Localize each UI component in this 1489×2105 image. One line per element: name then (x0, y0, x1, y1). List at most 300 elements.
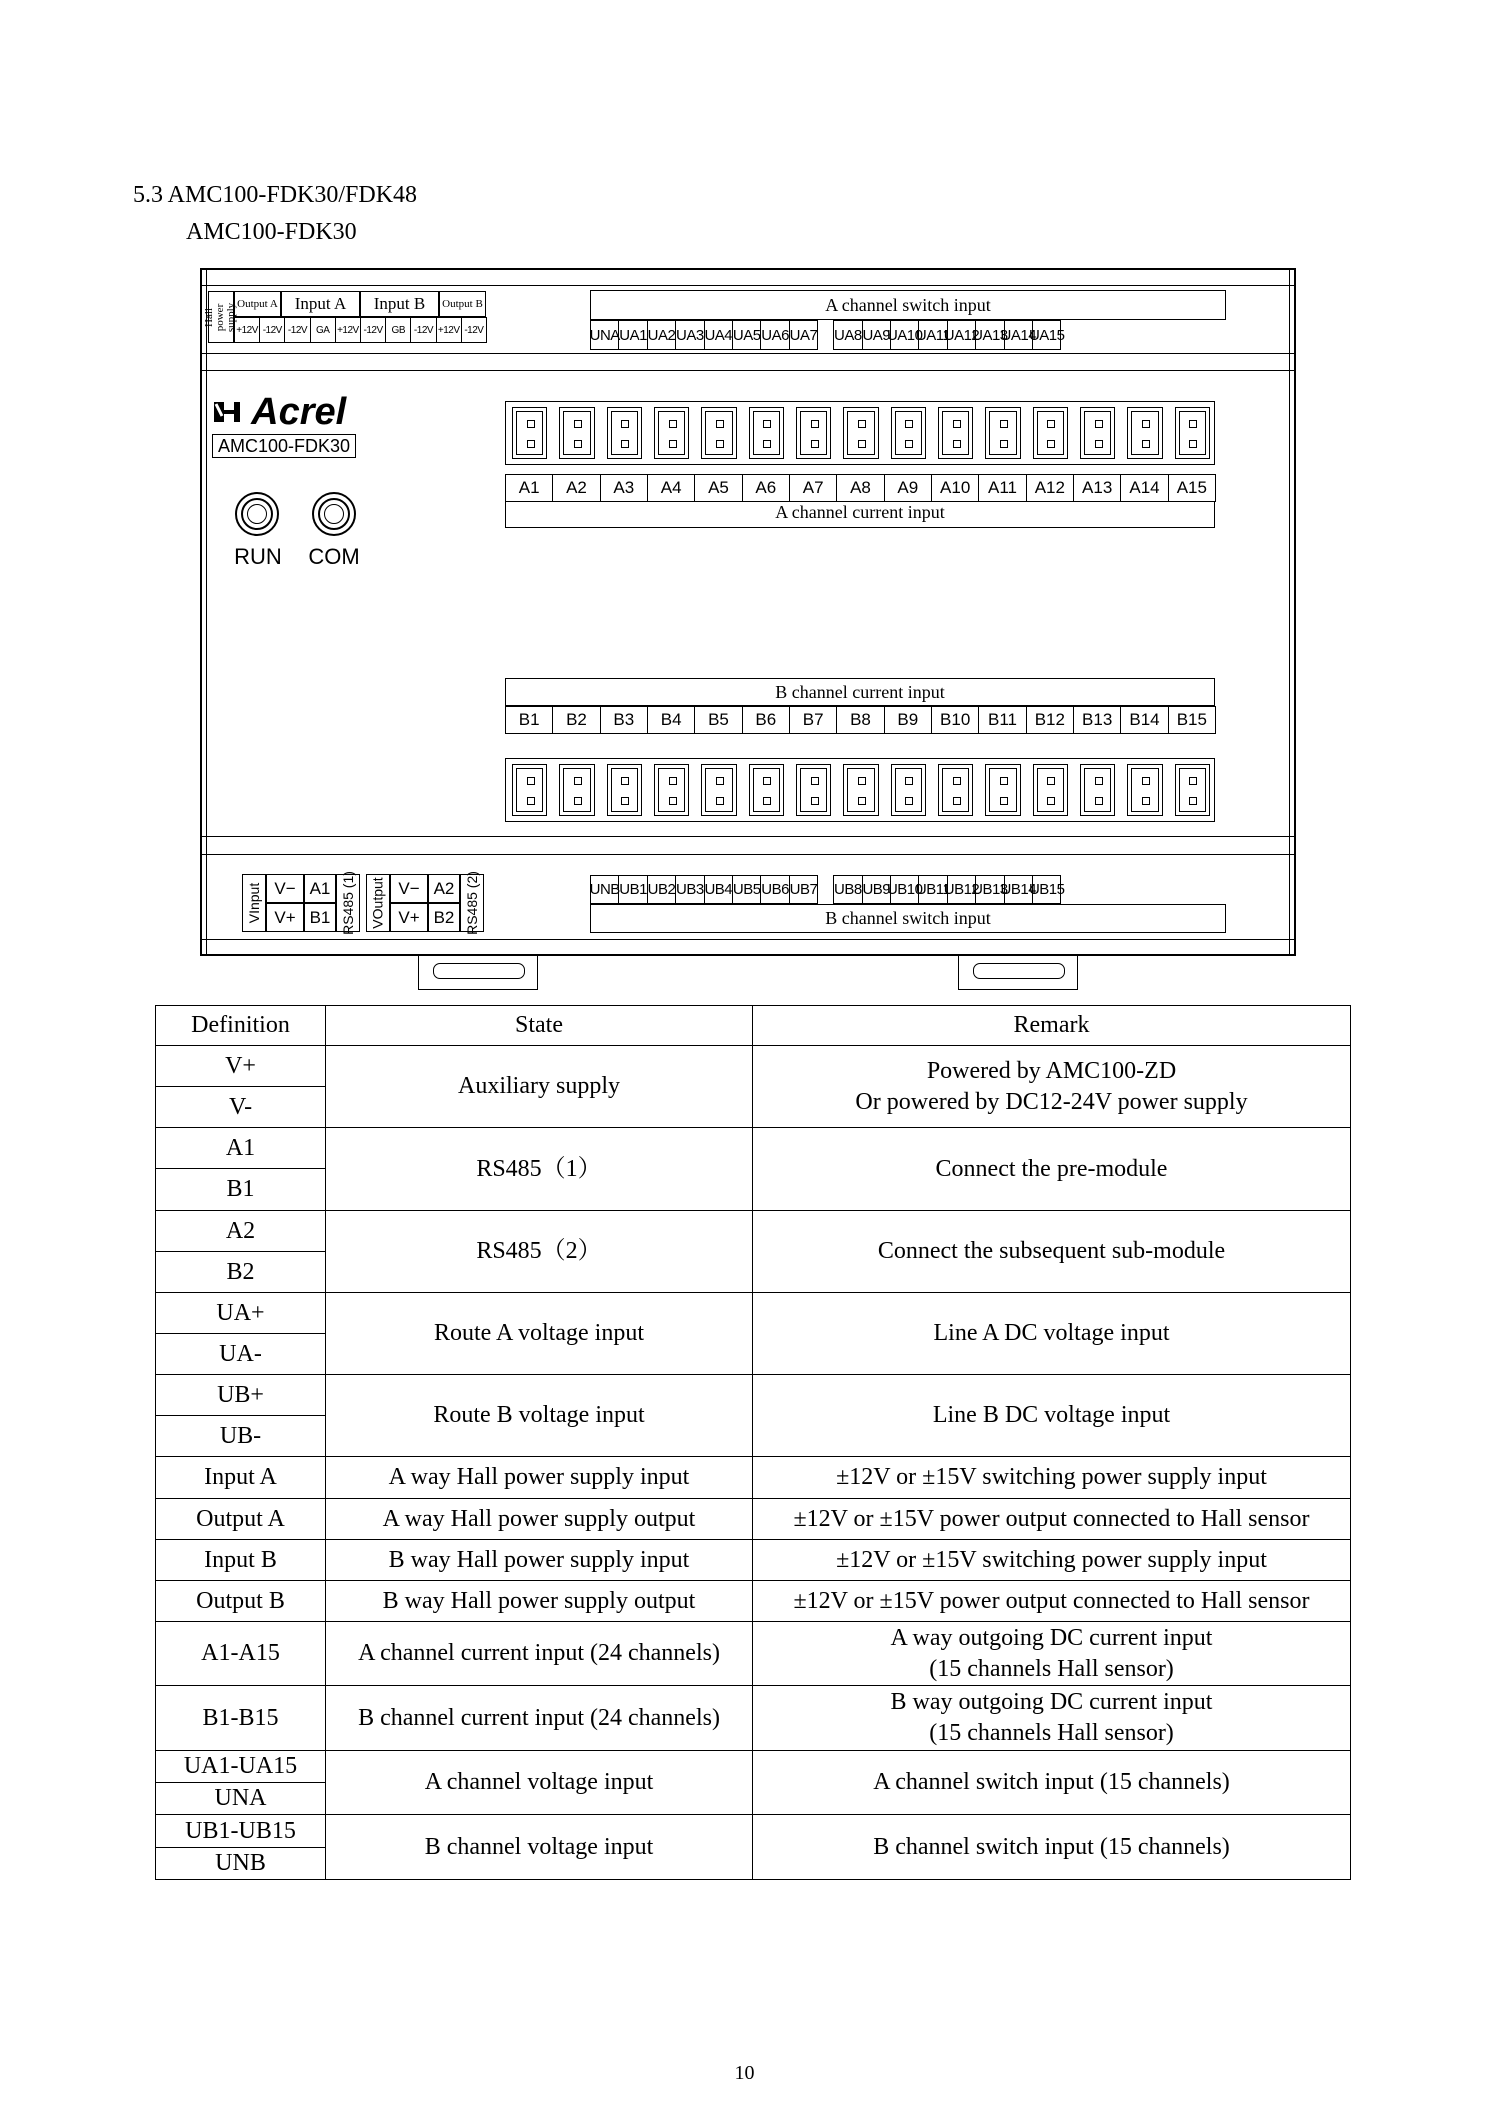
connector-inner (516, 411, 543, 455)
hall-pin-label: -12V (461, 317, 487, 343)
hall-pin-label: -12V (284, 317, 310, 343)
switch-pin-label: UB13 (975, 875, 1004, 904)
table-cell-remark: Powered by AMC100-ZD Or powered by DC12-24V power supply (752, 1045, 1351, 1128)
mounting-foot (958, 956, 1078, 990)
connector-pin-icon (1189, 440, 1197, 448)
b2-pin: B2 (428, 903, 460, 932)
connector-pin-icon (574, 797, 582, 805)
table-cell-definition: UNA (155, 1782, 326, 1815)
hall-pin-label: +12V (234, 317, 260, 343)
terminal-connector-icon (985, 764, 1020, 816)
current-input-label: B9 (884, 706, 932, 734)
current-input-label: B7 (789, 706, 837, 734)
connector-inner (847, 768, 874, 812)
connector-pin-icon (1142, 777, 1150, 785)
connector-pin-icon (1095, 440, 1103, 448)
table-cell-state: B channel current input (24 channels) (325, 1685, 753, 1751)
current-input-label: A9 (884, 474, 932, 502)
switch-pin-label: UA11 (918, 320, 947, 350)
connector-pin-icon (621, 420, 629, 428)
connector-inner (1131, 411, 1158, 455)
switch-pin-label: UA12 (947, 320, 976, 350)
terminal-connector-icon (1080, 764, 1115, 816)
a-current-title: A channel current input (505, 502, 1215, 528)
connector-pin-icon (574, 440, 582, 448)
table-cell-definition: UA- (155, 1333, 326, 1375)
terminal-connector-icon (891, 407, 926, 459)
hall-pin-label: -12V (410, 317, 436, 343)
b-current-connectors (505, 758, 1215, 822)
connector-pin-icon (621, 797, 629, 805)
connector-inner (989, 411, 1016, 455)
table-cell-remark: ±12V or ±15V switching power supply input (752, 1539, 1351, 1581)
current-input-label: B1 (505, 706, 553, 734)
switch-pin-label: UB2 (647, 875, 676, 904)
connector-inner (753, 768, 780, 812)
connector-pin-icon (527, 440, 535, 448)
hall-pin-label: GB (385, 317, 411, 343)
table-cell-remark: A channel switch input (15 channels) (752, 1750, 1351, 1815)
switch-pin-label: UA9 (862, 320, 891, 350)
brand-name: Acrel (251, 391, 347, 433)
current-input-label: A12 (1026, 474, 1074, 502)
input-b-label: Input B (360, 291, 439, 317)
table-cell-state: Route A voltage input (325, 1292, 753, 1375)
terminal-connector-icon (796, 407, 831, 459)
switch-pin-label: UB12 (947, 875, 976, 904)
table-cell-state: A channel voltage input (325, 1750, 753, 1815)
terminal-connector-icon (512, 407, 547, 459)
power-rs485-terminal (242, 871, 512, 935)
connector-inner (516, 768, 543, 812)
switch-pin-label: UA5 (732, 320, 761, 350)
page-number: 10 (734, 2062, 755, 2084)
connector-pin-icon (858, 797, 866, 805)
table-cell-definition: Output A (155, 1498, 326, 1540)
switch-pin-label: UA6 (760, 320, 789, 350)
terminal-connector-icon (1175, 407, 1210, 459)
terminal-connector-icon (559, 764, 594, 816)
connector-inner (1037, 411, 1064, 455)
v-plus-pin-1: V+ (266, 903, 304, 932)
current-input-label: A2 (552, 474, 600, 502)
connector-inner (705, 411, 732, 455)
switch-pin-label: UB1 (618, 875, 647, 904)
switch-pin-label: UB8 (833, 875, 862, 904)
table-cell-remark: ±12V or ±15V power output connected to Hall sensor (752, 1498, 1351, 1540)
hall-pin-row (234, 317, 486, 343)
current-input-label: A7 (789, 474, 837, 502)
connector-pin-icon (1142, 420, 1150, 428)
connector-inner (1179, 411, 1206, 455)
run-led-icon (235, 492, 279, 536)
table-cell-definition: UNB (155, 1847, 326, 1880)
table-cell-remark: B way outgoing DC current input (15 channels Hall sensor) (752, 1685, 1351, 1751)
connector-pin-icon (527, 777, 535, 785)
terminal-connector-icon (654, 407, 689, 459)
connector-pin-icon (527, 797, 535, 805)
connector-pin-icon (716, 797, 724, 805)
table-cell-definition: V- (155, 1086, 326, 1128)
table-header-state: State (325, 1005, 753, 1046)
hall-power-label: Hall power supply (203, 302, 238, 332)
terminal-connector-icon (701, 407, 736, 459)
current-input-label: A10 (931, 474, 979, 502)
table-cell-definition: UB+ (155, 1374, 326, 1416)
current-input-label: B3 (600, 706, 648, 734)
bottom-rail-line (200, 836, 1296, 837)
connector-inner (1131, 768, 1158, 812)
current-input-label: A3 (600, 474, 648, 502)
a-switch-input-block (590, 290, 1226, 350)
table-cell-definition: B2 (155, 1251, 326, 1293)
switch-pin-label: UB7 (789, 875, 818, 904)
connector-pin-icon (1000, 420, 1008, 428)
table-cell-definition: B1-B15 (155, 1685, 326, 1751)
connector-pin-icon (811, 797, 819, 805)
connector-inner (895, 411, 922, 455)
connector-inner (705, 768, 732, 812)
connector-pin-icon (1000, 797, 1008, 805)
table-cell-definition: UA+ (155, 1292, 326, 1334)
connector-inner (800, 768, 827, 812)
terminal-connector-icon (701, 764, 736, 816)
current-input-label: A5 (694, 474, 742, 502)
bottom-rail-line (200, 854, 1296, 855)
connector-pin-icon (1142, 797, 1150, 805)
connector-inner (563, 768, 590, 812)
connector-pin-icon (716, 440, 724, 448)
device-inner-line (203, 268, 1290, 956)
top-rail-line (200, 370, 1296, 371)
connector-inner (658, 768, 685, 812)
switch-pin-label: UA3 (675, 320, 704, 350)
rs485-2-label: RS485 (2) (464, 871, 480, 935)
a-switch-title: A channel switch input (590, 290, 1226, 320)
run-led-label: RUN (234, 544, 282, 569)
connector-inner (1037, 768, 1064, 812)
table-cell-remark: Line B DC voltage input (752, 1374, 1351, 1457)
a-current-connectors (505, 401, 1215, 465)
hall-pin-label: -12V (360, 317, 386, 343)
table-header-remark: Remark (752, 1005, 1351, 1046)
current-input-label: A15 (1168, 474, 1216, 502)
table-cell-remark: Line A DC voltage input (752, 1292, 1351, 1375)
connector-pin-icon (1000, 777, 1008, 785)
connector-pin-icon (669, 797, 677, 805)
current-input-label: B5 (694, 706, 742, 734)
connector-pin-icon (621, 440, 629, 448)
connector-pin-icon (1189, 777, 1197, 785)
table-cell-definition: V+ (155, 1045, 326, 1087)
v-output-label: VOutput (370, 877, 386, 929)
current-input-label: B15 (1168, 706, 1216, 734)
terminal-connector-icon (654, 764, 689, 816)
table-cell-definition: Input A (155, 1456, 326, 1499)
table-cell-remark: B channel switch input (15 channels) (752, 1814, 1351, 1880)
a-switch-pin-row (590, 320, 1226, 350)
com-led-label: COM (308, 544, 360, 569)
connector-pin-icon (1189, 420, 1197, 428)
connector-pin-icon (1000, 440, 1008, 448)
switch-pin-label: UA7 (789, 320, 818, 350)
table-cell-definition: UB- (155, 1415, 326, 1457)
connector-pin-icon (905, 440, 913, 448)
connector-pin-icon (1142, 440, 1150, 448)
current-input-label: A8 (836, 474, 884, 502)
switch-pin-label: UB9 (862, 875, 891, 904)
input-a-label: Input A (281, 291, 360, 317)
connector-pin-icon (763, 797, 771, 805)
connector-pin-icon (905, 420, 913, 428)
connector-pin-icon (763, 777, 771, 785)
table-cell-definition: UB1-UB15 (155, 1814, 326, 1848)
output-b-label: Output B (439, 291, 486, 317)
switch-pin-label: UNB (590, 875, 619, 904)
v-input-cell (242, 874, 266, 932)
connector-pin-icon (953, 420, 961, 428)
model-label: AMC100-FDK30 (212, 434, 356, 458)
table-cell-definition: B1 (155, 1168, 326, 1211)
connector-pin-icon (1095, 797, 1103, 805)
terminal-connector-icon (1033, 407, 1068, 459)
rs485-1-cell (336, 871, 360, 935)
current-input-label: A14 (1120, 474, 1168, 502)
table-cell-remark: ±12V or ±15V switching power supply input (752, 1456, 1351, 1499)
connector-pin-icon (1047, 797, 1055, 805)
b-switch-input-block (590, 875, 1226, 933)
connector-inner (611, 768, 638, 812)
terminal-connector-icon (1127, 407, 1162, 459)
table-cell-definition: Input B (155, 1539, 326, 1581)
current-input-label: A6 (742, 474, 790, 502)
table-cell-state: B channel voltage input (325, 1814, 753, 1880)
connector-inner (942, 411, 969, 455)
terminal-connector-icon (843, 764, 878, 816)
current-input-label: B13 (1073, 706, 1121, 734)
current-input-label: B6 (742, 706, 790, 734)
connector-pin-icon (1189, 797, 1197, 805)
connector-pin-icon (669, 440, 677, 448)
switch-pin-label: UB6 (760, 875, 789, 904)
terminal-connector-icon (843, 407, 878, 459)
top-rail-line (200, 285, 1296, 286)
b-current-label-row (505, 706, 1215, 734)
device-diagram (200, 268, 1300, 990)
a-current-label-row (505, 474, 1215, 502)
switch-pin-label: UB15 (1032, 875, 1061, 904)
mounting-foot (418, 956, 538, 990)
connector-inner (563, 411, 590, 455)
output-a-label: Output A (234, 291, 281, 317)
connector-pin-icon (811, 440, 819, 448)
current-input-label: B11 (978, 706, 1026, 734)
connector-pin-icon (1047, 777, 1055, 785)
terminal-connector-icon (1080, 407, 1115, 459)
terminal-connector-icon (512, 764, 547, 816)
top-rail-line (200, 353, 1296, 354)
current-input-label: B8 (836, 706, 884, 734)
hall-pin-label: +12V (436, 317, 462, 343)
switch-pin-label: UA8 (833, 320, 862, 350)
terminal-connector-icon (938, 407, 973, 459)
connector-pin-icon (1047, 440, 1055, 448)
v-minus-pin-2: V− (390, 874, 428, 903)
b-current-title: B channel current input (505, 678, 1215, 706)
switch-pin-label: UB10 (890, 875, 919, 904)
rs485-1-label: RS485 (1) (340, 871, 356, 935)
current-input-label: A4 (647, 474, 695, 502)
table-cell-state: A way Hall power supply output (325, 1498, 753, 1540)
connector-inner (847, 411, 874, 455)
hall-power-terminal (203, 288, 510, 350)
table-header-definition: Definition (155, 1005, 326, 1046)
connector-pin-icon (811, 777, 819, 785)
terminal-connector-icon (607, 407, 642, 459)
connector-pin-icon (621, 777, 629, 785)
connector-pin-icon (763, 440, 771, 448)
terminal-connector-icon (559, 407, 594, 459)
table-cell-remark: Connect the pre-module (752, 1127, 1351, 1211)
hall-power-label-cell (203, 291, 238, 343)
switch-pin-label: UB4 (704, 875, 733, 904)
v-minus-pin-1: V− (266, 874, 304, 903)
sub-heading: AMC100-FDK30 (186, 219, 357, 245)
connector-pin-icon (716, 777, 724, 785)
table-cell-remark: ±12V or ±15V power output connected to Hall sensor (752, 1580, 1351, 1622)
com-led-icon (312, 492, 356, 536)
switch-pin-label: UB3 (675, 875, 704, 904)
terminal-connector-icon (749, 407, 784, 459)
terminal-connector-icon (1033, 764, 1068, 816)
b-switch-title: B channel switch input (590, 904, 1226, 933)
table-cell-definition: A1-A15 (155, 1621, 326, 1686)
b-switch-pin-row (590, 875, 1226, 904)
v-plus-pin-2: V+ (390, 903, 428, 932)
current-input-label: B4 (647, 706, 695, 734)
connector-inner (1084, 768, 1111, 812)
table-cell-definition: A1 (155, 1127, 326, 1169)
switch-pin-label: UNA (590, 320, 619, 350)
acrel-mark-icon (212, 394, 242, 422)
switch-pin-label: UB14 (1004, 875, 1033, 904)
terminal-connector-icon (938, 764, 973, 816)
hall-pin-label: +12V (335, 317, 361, 343)
table-cell-state: RS485（1） (325, 1127, 753, 1211)
definition-table (155, 1005, 1350, 1887)
a1-pin: A1 (304, 874, 336, 903)
table-cell-state: Auxiliary supply (325, 1045, 753, 1128)
bottom-rail-line (200, 939, 1296, 940)
terminal-connector-icon (749, 764, 784, 816)
switch-pin-label: UA13 (975, 320, 1004, 350)
table-cell-remark: A way outgoing DC current input (15 channels Hall sensor) (752, 1621, 1351, 1686)
switch-pin-label: UB11 (918, 875, 947, 904)
connector-pin-icon (1047, 420, 1055, 428)
table-cell-definition: Output B (155, 1580, 326, 1622)
connector-pin-icon (716, 420, 724, 428)
connector-inner (753, 411, 780, 455)
current-input-label: A11 (978, 474, 1026, 502)
connector-pin-icon (858, 420, 866, 428)
hall-pin-label: -12V (259, 317, 285, 343)
connector-pin-icon (763, 420, 771, 428)
table-cell-state: Route B voltage input (325, 1374, 753, 1457)
current-input-label: A1 (505, 474, 553, 502)
table-cell-definition: A2 (155, 1210, 326, 1252)
connector-pin-icon (953, 797, 961, 805)
connector-pin-icon (953, 440, 961, 448)
connector-pin-icon (1095, 420, 1103, 428)
table-cell-remark: Connect the subsequent sub-module (752, 1210, 1351, 1293)
connector-inner (989, 768, 1016, 812)
connector-inner (1084, 411, 1111, 455)
table-cell-state: RS485（2） (325, 1210, 753, 1293)
hall-pin-label: GA (310, 317, 336, 343)
connector-inner (658, 411, 685, 455)
connector-inner (611, 411, 638, 455)
current-input-label: A13 (1073, 474, 1121, 502)
v-input-label: VInput (246, 882, 263, 924)
switch-pin-label: UA2 (647, 320, 676, 350)
terminal-connector-icon (891, 764, 926, 816)
connector-pin-icon (669, 420, 677, 428)
connector-pin-icon (574, 777, 582, 785)
switch-pin-label: UA15 (1032, 320, 1061, 350)
section-heading: 5.3 AMC100-FDK30/FDK48 (133, 182, 418, 208)
connector-pin-icon (905, 797, 913, 805)
terminal-connector-icon (607, 764, 642, 816)
current-input-label: B14 (1120, 706, 1168, 734)
rs485-2-cell (460, 871, 484, 935)
terminal-connector-icon (1127, 764, 1162, 816)
brand-logo (212, 392, 346, 432)
connector-pin-icon (858, 777, 866, 785)
b1-pin: B1 (304, 903, 336, 932)
table-cell-state: A way Hall power supply input (325, 1456, 753, 1499)
terminal-connector-icon (796, 764, 831, 816)
switch-pin-label: UA1 (618, 320, 647, 350)
connector-pin-icon (527, 420, 535, 428)
connector-pin-icon (953, 777, 961, 785)
a2-pin: A2 (428, 874, 460, 903)
switch-pin-label: UA4 (704, 320, 733, 350)
switch-pin-label: UA14 (1004, 320, 1033, 350)
table-cell-state: B way Hall power supply output (325, 1580, 753, 1622)
terminal-connector-icon (985, 407, 1020, 459)
switch-pin-label: UA10 (890, 320, 919, 350)
current-input-label: B2 (552, 706, 600, 734)
connector-pin-icon (811, 420, 819, 428)
connector-inner (895, 768, 922, 812)
connector-inner (1179, 768, 1206, 812)
current-input-label: B10 (931, 706, 979, 734)
connector-pin-icon (669, 777, 677, 785)
connector-inner (942, 768, 969, 812)
table-cell-state: A channel current input (24 channels) (325, 1621, 753, 1686)
connector-inner (800, 411, 827, 455)
connector-pin-icon (905, 777, 913, 785)
table-cell-definition: UA1-UA15 (155, 1750, 326, 1783)
current-input-label: B12 (1026, 706, 1074, 734)
connector-pin-icon (858, 440, 866, 448)
v-output-cell (366, 874, 390, 932)
connector-pin-icon (1095, 777, 1103, 785)
switch-pin-label: UB5 (732, 875, 761, 904)
connector-pin-icon (574, 420, 582, 428)
table-cell-state: B way Hall power supply input (325, 1539, 753, 1581)
terminal-connector-icon (1175, 764, 1210, 816)
